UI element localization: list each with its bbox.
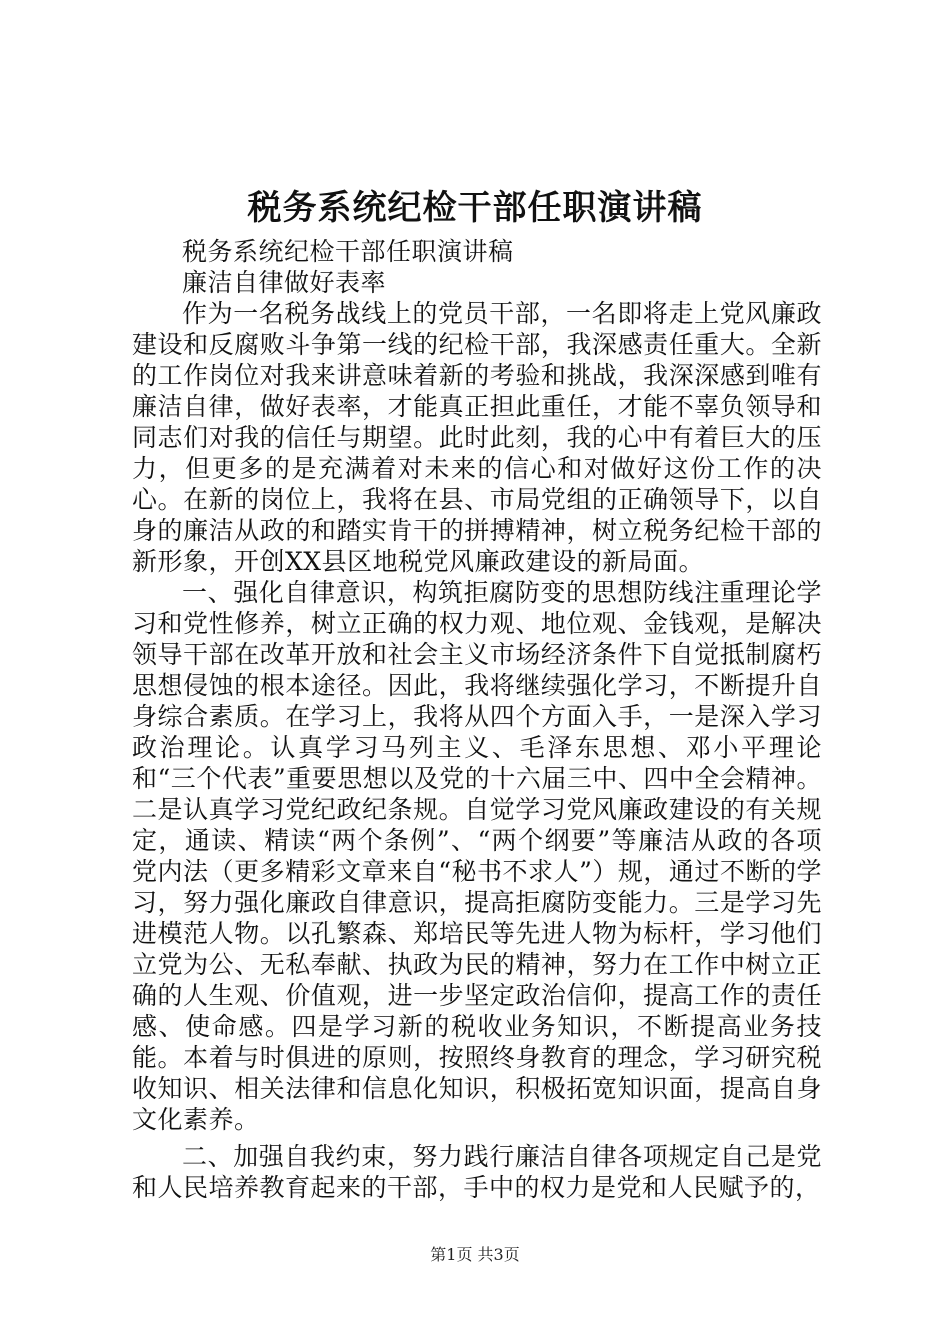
paragraph-intro: 作为一名税务战线上的党员干部，一名即将走上党风廉政建设和反腐败斗争第一线的纪检干部，我深感责任重大。全新的工作岗位对我来讲意味着新的考验和挑战，我深深感到唯有廉洁自律，做好表率，才能真正担此重任，才能不辜负领导和同志们对我的信任与期望。此时此刻，我的心中有着巨大的压力，但更多的是充满着对未来的信心和对做好这份工作的决心。在新的岗位上，我将在县、市局党组的正确领导下，以自身的廉洁从政的和踏实肯干的拼搏精神，树立税务纪检干部的新形象，开创XX县区地税党风廉政建设的新局面。: [132, 299, 822, 576]
paragraph-section-one: 一、强化自律意识，构筑拒腐防变的思想防线注重理论学习和党性修养，树立正确的权力观、地位观、金钱观，是解决领导干部在改革开放和社会主义市场经济条件下自觉抵制腐朽思想侵蚀的根本途径。因此，我将继续强化学习，不断提升自身综合素质。在学习上，我将从四个方面入手，一是深入学习政治理论。认真学习马列主义、毛泽东思想、邓小平理论和“三个代表”重要思想以及党的十六届三中、四中全会精神。二是认真学习党纪政纪条规。自觉学习党风廉政建设的有关规定，通读、精读“两个条例”、“两个纲要”等廉洁从政的各项党内法（更多精彩文章来自“秘书不求人”）规，通过不断的学习，努力强化廉政自律意识，提高拒腐防变能力。三是学习先进模范人物。以孔繁森、郑培民等先进人物为标杆，学习他们立党为公、无私奉献、执政为民的精神，努力在工作中树立正确的人生观、价值观，进一步坚定政治信仰，提高工作的责任感、使命感。四是学习新的税收业务知识，不断提高业务技能。本着与时俱进的原则，按照终身教育的理念，学习研究税收知识、相关法律和信息化知识，积极拓宽知识面，提高自身文化素养。: [132, 578, 822, 1134]
paragraph-heading: 廉洁自律做好表率: [182, 268, 387, 297]
paragraph-subtitle: 税务系统纪检干部任职演讲稿: [182, 237, 514, 266]
document-title: 税务系统纪检干部任职演讲稿: [247, 188, 703, 228]
page-number-footer: 第1页 共3页: [430, 1245, 520, 1264]
paragraph-section-two: 二、加强自我约束，努力践行廉洁自律各项规定自己是党和人民培养教育起来的干部，手中的权力是党和人民赋予的，: [132, 1142, 822, 1202]
document-body: [132, 236, 822, 1203]
